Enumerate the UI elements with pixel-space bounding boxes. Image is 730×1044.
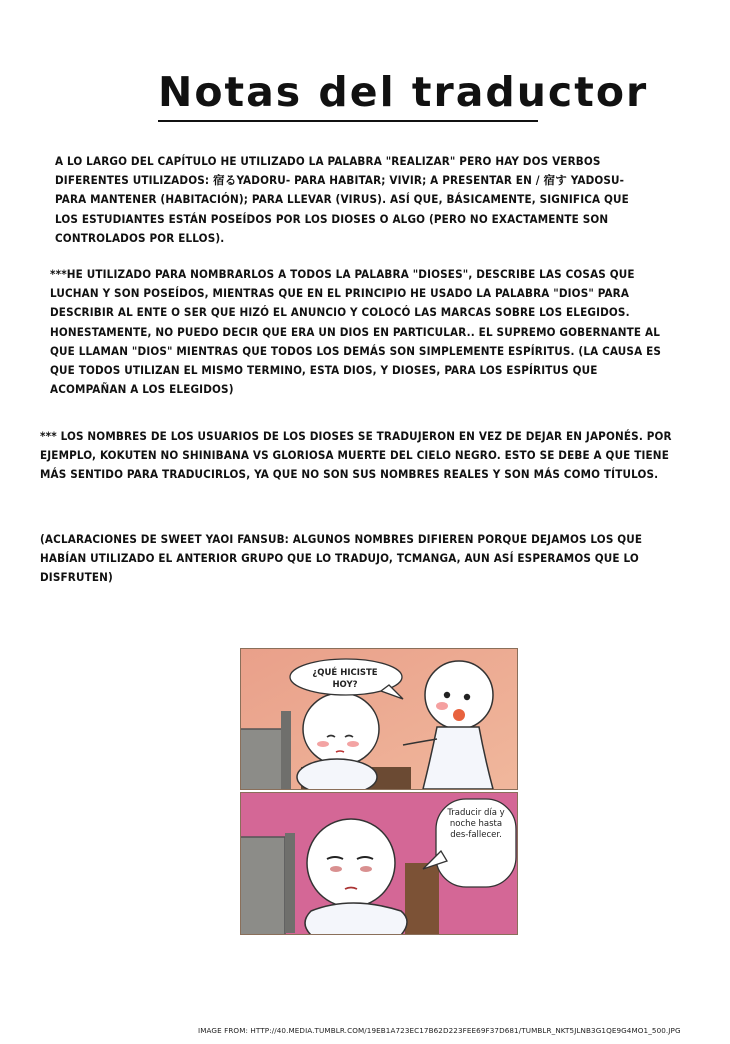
translator-note-3: *** LOS NOMBRES DE LOS USUARIOS DE LOS DIOSES SE TRADUJERON EN VEZ DE DEJAR EN JAPONÉS. POR EJEMPLO, KOKUTEN NO SHINIBANA VS GLORIOSA MUERTE DEL CIELO NEGRO. ESTO SE DEBE A QUE TIENE MÁS SENTIDO PARA TRADUCIRLOS, YA QUE NO SON SUS NOMBRES REALES Y SON MÁS COMO TÍTULOS.	[40, 429, 672, 482]
translator-note-1: A LO LARGO DEL CAPÍTULO HE UTILIZADO LA PALABRA "REALIZAR" PERO HAY DOS VERBOS DIFERENTES UTILIZADOS: 宿るYADORU- PARA HABITAR; VIVIR; A PRESENTAR EN / 宿す YADOSU- PARA MANTENER (HABITACIÓN); PARA LLEVAR (VIRUS). ASÍ QUE, BÁSICAMENTE, SIGNIFICA QUE LOS ESTUDIANTES ESTÁN POSEÍDOS POR LOS DIOSES O ALGO (PERO NO EXACTAMENTE SON CONTROLADOS POR ELLOS).	[55, 154, 629, 245]
page-title-text: Notas del traductor	[158, 68, 649, 116]
speech-bubble-1: ¿QUÉ HICISTE HOY?	[312, 668, 378, 690]
translator-note-4: (ACLARACIONES DE SWEET YAOI FANSUB: ALGUNOS NOMBRES DIFIEREN PORQUE DEJAMOS LOS QUE HABÍAN UTILIZADO EL ANTERIOR GRUPO QUE LO TRADUJO, TCMANGA, AUN ASÍ ESPERAMOS QUE LO DISFRUTEN)	[40, 532, 643, 585]
translator-note-2: ***HE UTILIZADO PARA NOMBRARLOS A TODOS LA PALABRA "DIOSES", DESCRIBE LAS COSAS QUE LUCHAN Y SON POSEÍDOS, MIENTRAS QUE EN EL PRINCIPIO HE USADO LA PALABRA "DIOS" PARA DESCRIBIR AL ENTE O SER QUE HIZÓ EL ANUNCIO Y COLOCÓ LAS MARCAS SOBRE LOS ELEGIDOS. HONESTAMENTE, NO PUEDO DECIR QUE ERA UN DIOS EN PARTICULAR.. EL SUPREMO GOBERNANTE AL QUE LLAMAN "DIOS" MIENTRAS QUE TODOS LOS DEMÁS SON SIMPLEMENTE ESPÍRITUS. (LA CAUSA ES QUE TODOS UTILIZAN EL MISMO TERMINO, ESTA DIOS, Y DIOSES, PARA LOS ESPÍRITUS QUE ACOMPAÑAN A LOS ELEGIDOS)	[50, 267, 662, 397]
image-credit: IMAGE FROM: HTTP://40.MEDIA.TUMBLR.COM/19EB1A723EC17B62D223FEE69F37D681/TUMBLR_NKT5JLNB3G1QE9G4MO1_500.JPG	[198, 1026, 681, 1035]
page-title	[158, 64, 649, 122]
speech-bubble-2: Traducir día y noche hasta des-fallecer.	[447, 808, 505, 840]
